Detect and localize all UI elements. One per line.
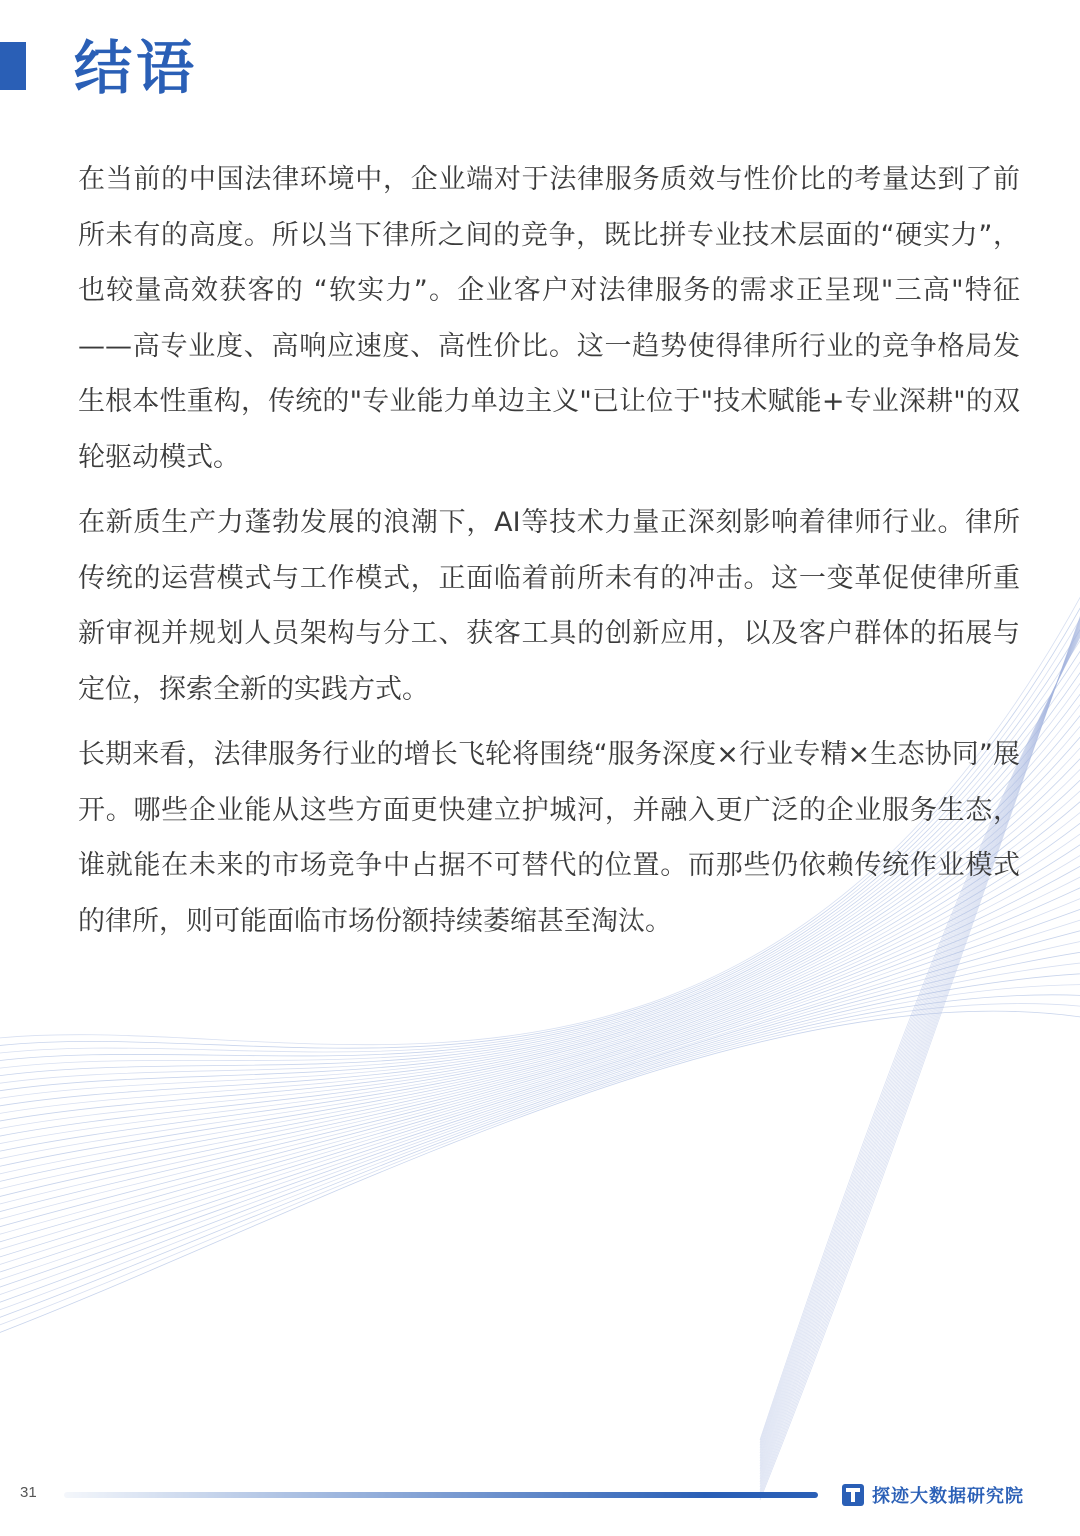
brand-logo-icon [842, 1484, 864, 1506]
title-accent-bar [0, 42, 26, 90]
footer-divider [64, 1492, 818, 1498]
brand-name: 探迹大数据研究院 [872, 1486, 1024, 1507]
page-number: 31 [20, 1484, 37, 1501]
page-title: 结语 [74, 34, 199, 102]
paragraph-1: 在当前的中国法律环境中，企业端对于法律服务质效与性价比的考量达到了前所未有的高度。所以当下律所之间的竞争，既比拼专业技术层面的“硬实力”，也较量高效获客的 “软实力”。企业客户对法律服务的需求正呈现"三高"特征——高专业度、高响应速度、高性价比。这一趋势使得律所行业的竞争格局发生根本性重构，传统的"专业能力单边主义"已让位于"技术赋能+专业深耕"的双轮驱动模式。 [78, 164, 1020, 473]
paragraph-3: 长期来看，法律服务行业的增长飞轮将围绕“服务深度×行业专精×生态协同”展开。哪些企业能从这些方面更快建立护城河，并融入更广泛的企业服务生态，谁就能在未来的市场竞争中占据不可替代的位置。而那些仍依赖传统作业模式的律所，则可能面临市场份额持续萎缩甚至淘汰。 [78, 739, 1020, 937]
body-text [78, 152, 1020, 959]
paragraph-2: 在新质生产力蓬勃发展的浪潮下，AI等技术力量正深刻影响着律师行业。律所传统的运营模式与工作模式，正面临着前所未有的冲击。这一变革促使律所重新审视并规划人员架构与分工、获客工具的创新应用，以及客户群体的拓展与定位，探索全新的实践方式。 [78, 507, 1020, 705]
footer-brand [842, 1480, 1024, 1510]
